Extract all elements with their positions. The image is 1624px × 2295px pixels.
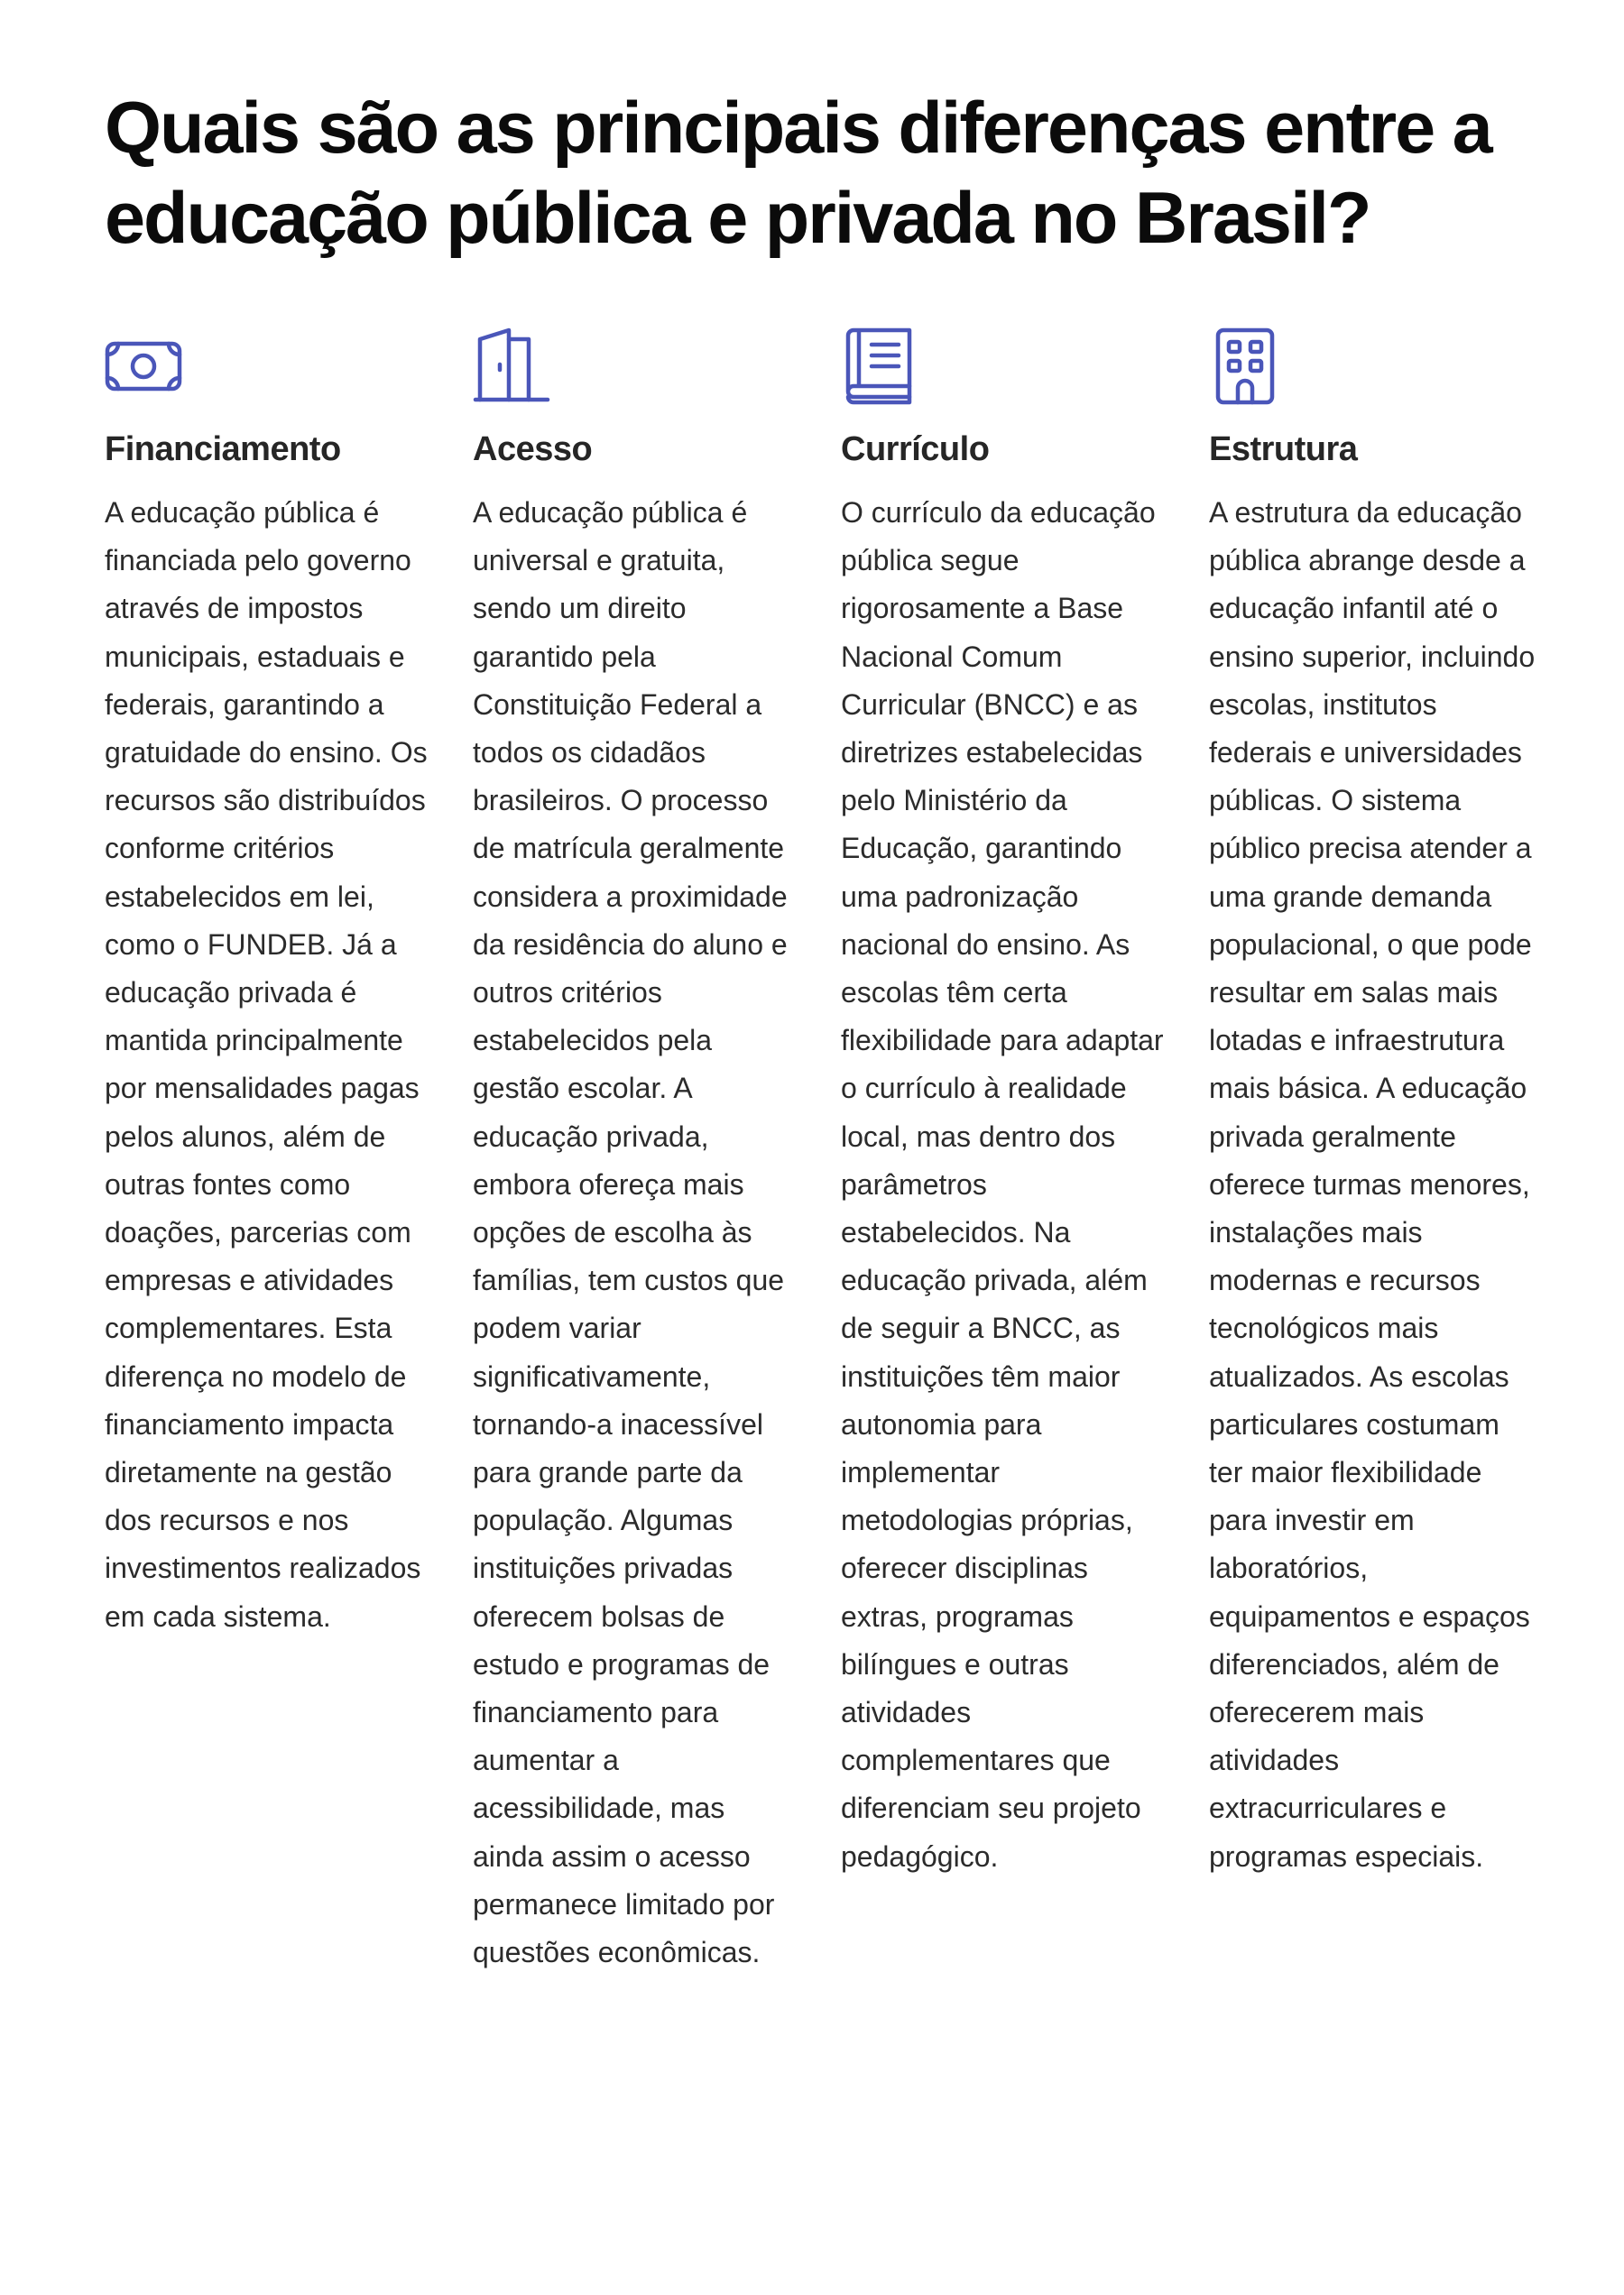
page-title: Quais são as principais diferenças entre a educação pública e privada no Brasil? bbox=[105, 88, 1491, 259]
column-heading: Financiamento bbox=[105, 430, 341, 468]
column-heading: Acesso bbox=[473, 430, 593, 468]
column-heading: Estrutura bbox=[1209, 430, 1358, 468]
column-text: A educação pública é universal e gratuita, sendo um direito garantido pela Constituição Federal a todos os cidadãos brasileiros. O processo de matrícula geralmente considera a proximidade da residência do aluno e outros critérios estabelecidos pela gestão escolar. A educação privada, embora ofereça mais opções de escolha às famílias, tem custos que podem variar significativamente, tornando-a inacessível para grande parte da população. Algumas instituições privadas oferecem bolsas de estudo e programas de financiamento para aumentar a acessibilidade, mas ainda assim o acesso permanece limitado por questões econômicas. bbox=[473, 496, 788, 1969]
column-heading: Currículo bbox=[841, 430, 990, 468]
column-acesso bbox=[473, 327, 841, 1977]
column-text: O currículo da educação pública segue rigorosamente a Base Nacional Comum Curricular (BNCC) e as diretrizes estabelecidas pelo Ministério da Educação, garantindo uma padronização nacional do ensino. As escolas têm certa flexibilidade para adaptar o currículo à realidade local, mas dentro dos parâmetros estabelecidos. Na educação privada, além de seguir a BNCC, as instituições têm maior autonomia para implementar metodologias próprias, oferecer disciplinas extras, programas bilíngues e outras atividades complementares que diferenciam seu projeto pedagógico. bbox=[841, 496, 1164, 1873]
building-icon bbox=[1209, 327, 1290, 408]
door-icon bbox=[473, 327, 554, 408]
column-estrutura bbox=[1209, 327, 1577, 1977]
comparison-columns bbox=[105, 327, 1584, 1977]
column-text: A educação pública é financiada pelo governo através de impostos municipais, estaduais e federais, garantindo a gratuidade do ensino. Os recursos são distribuídos conforme critérios estabelecidos em lei, como o FUNDEB. Já a educação privada é mantida principalmente por mensalidades pagas pelos alunos, além de outras fontes como doações, parcerias com empresas e atividades complementares. Esta diferença no modelo de financiamento impacta diretamente na gestão dos recursos e nos investimentos realizados em cada sistema. bbox=[105, 496, 428, 1633]
column-financiamento bbox=[105, 327, 473, 1977]
column-curriculo bbox=[841, 327, 1209, 1977]
column-text: A estrutura da educação pública abrange desde a educação infantil até o ensino superior, incluindo escolas, institutos federais e universidades públicas. O sistema público precisa atender a uma grande demanda populacional, o que pode resultar em salas mais lotadas e infraestrutura mais básica. A educação privada geralmente oferece turmas menores, instalações mais modernas e recursos tecnológicos mais atualizados. As escolas particulares costumam ter maior flexibilidade para investir em laboratórios, equipamentos e espaços diferenciados, além de oferecerem mais atividades extracurriculares e programas especiais. bbox=[1209, 496, 1536, 1873]
book-icon bbox=[841, 327, 922, 408]
banknote-icon bbox=[105, 327, 186, 408]
